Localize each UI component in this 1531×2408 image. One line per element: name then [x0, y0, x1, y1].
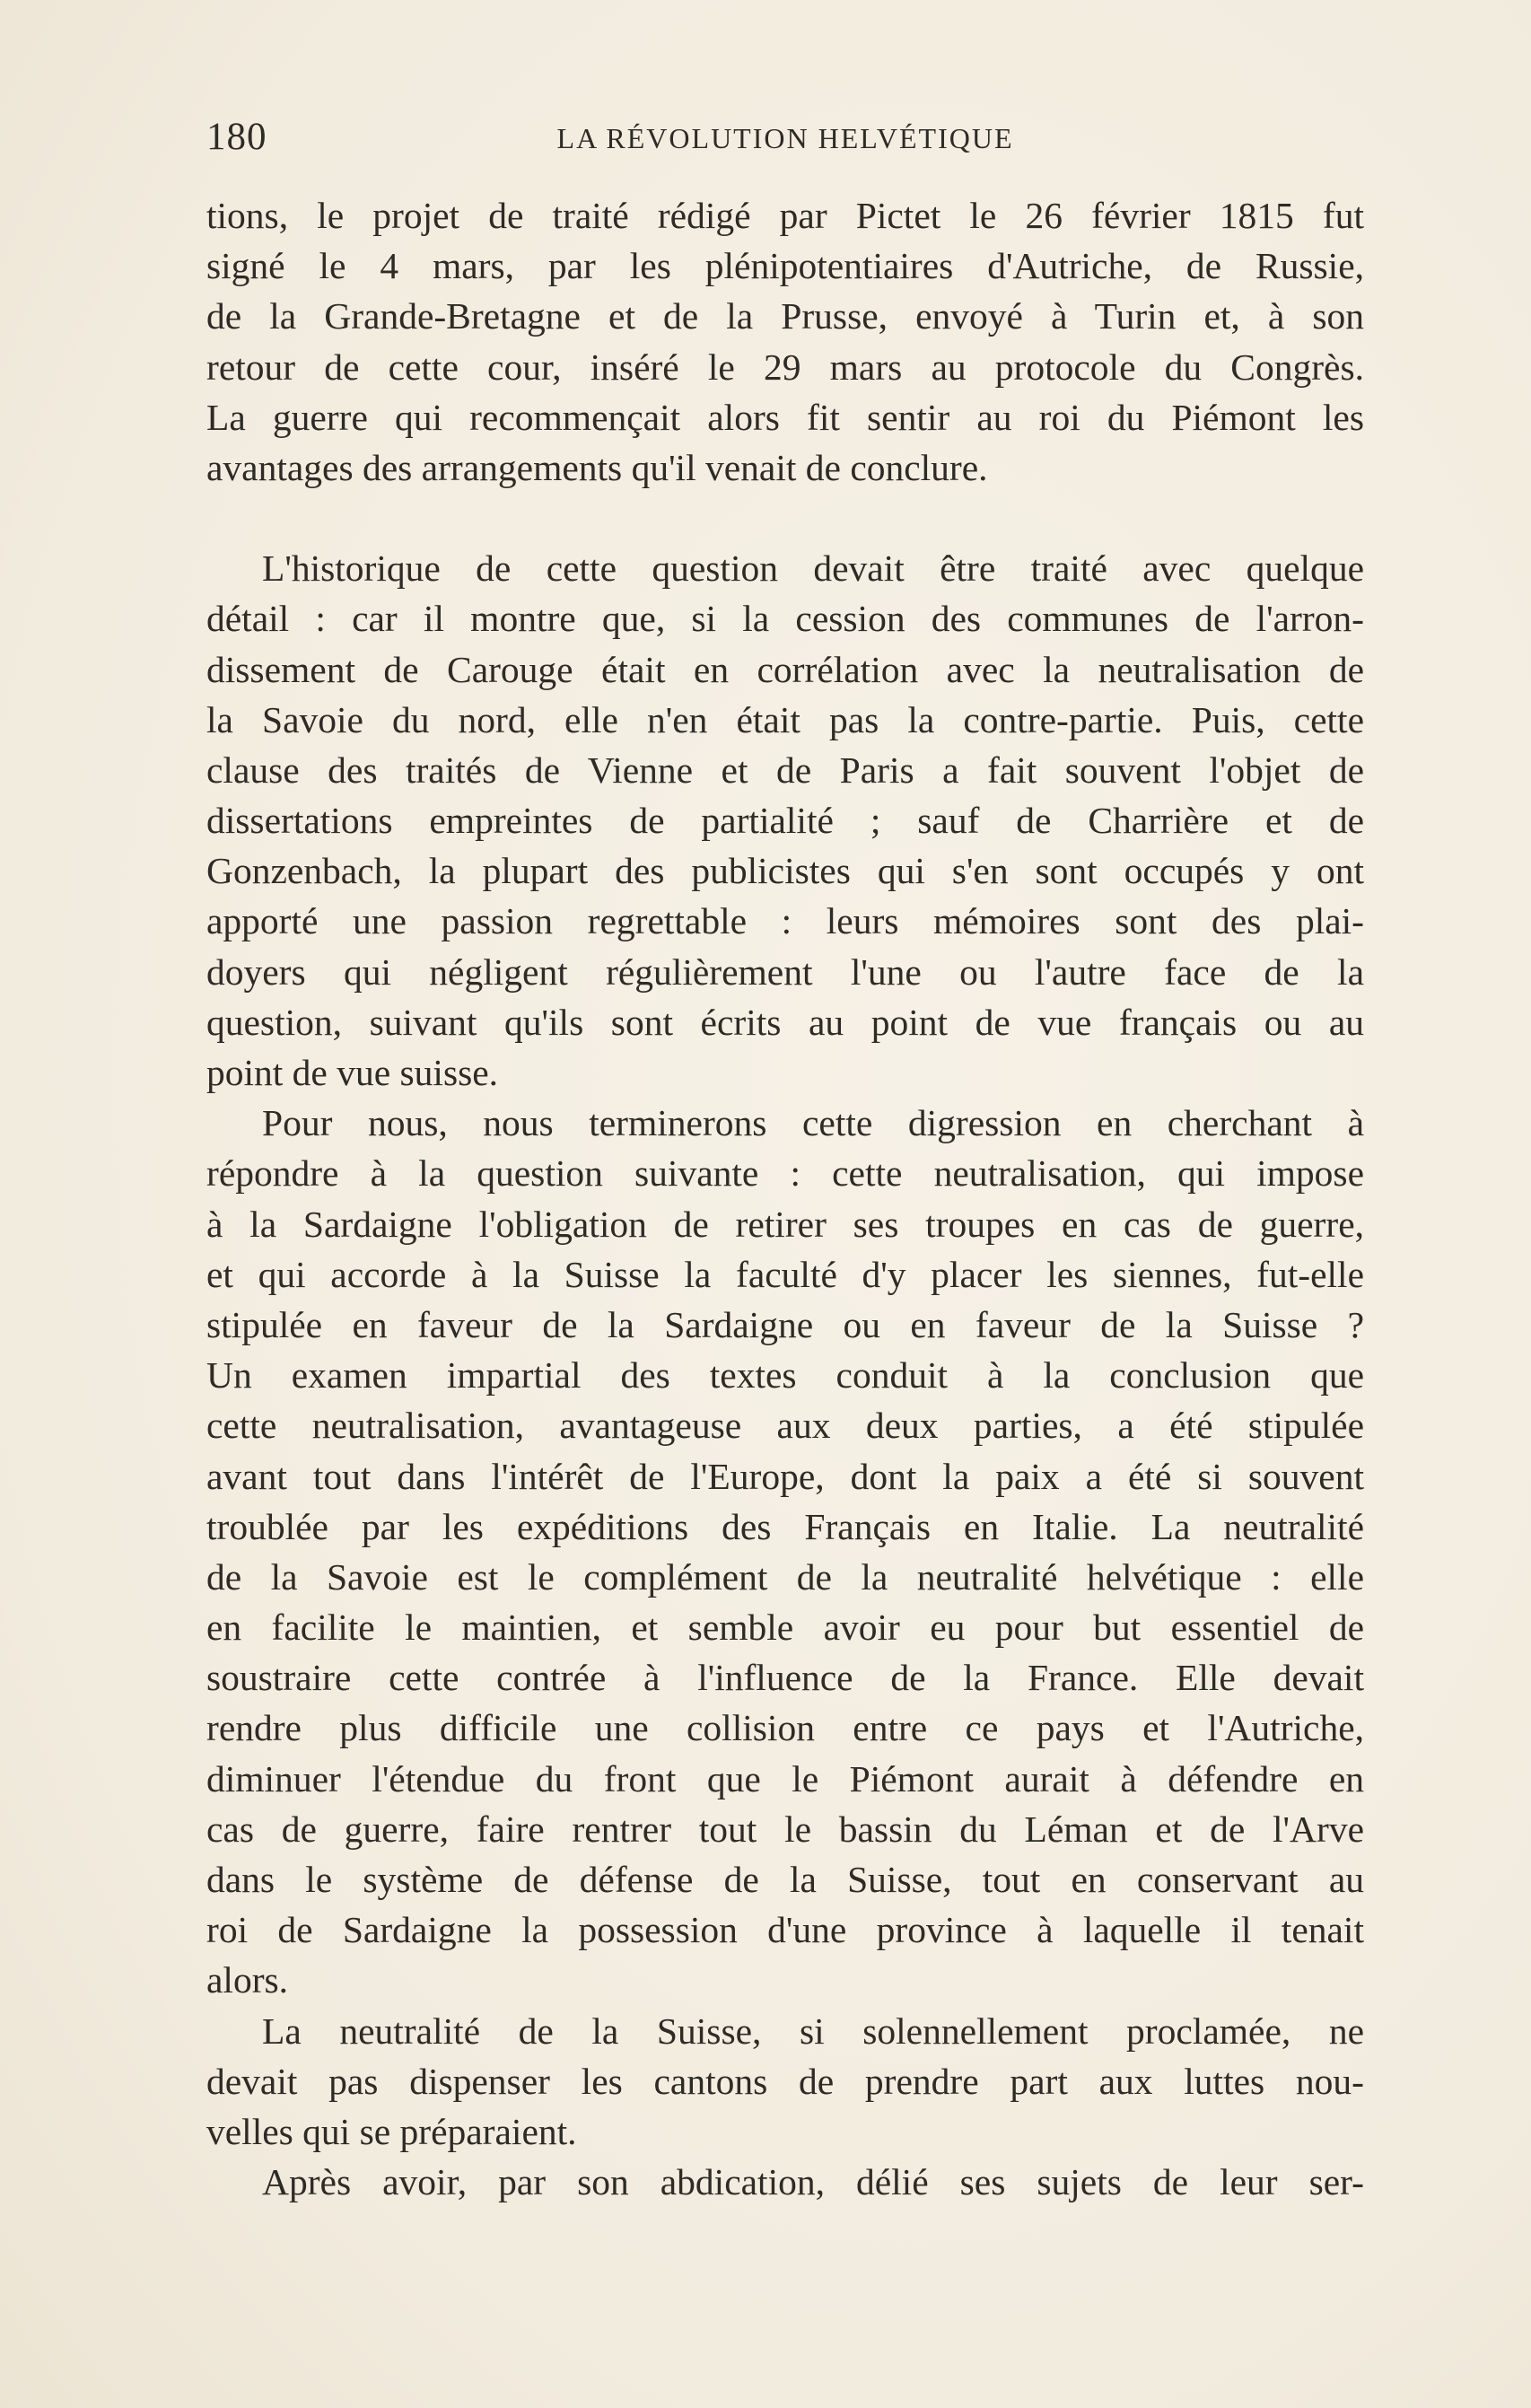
text-line: à la Sardaigne l'obligation de retirer ses troupes en cas de guerre, [206, 1203, 1364, 1245]
text-line: doyers qui négligent régulièrement l'une ou l'autre face de la [206, 950, 1364, 993]
paragraph [206, 2157, 1364, 2207]
paragraph [206, 190, 1364, 493]
running-title: LA RÉVOLUTION HELVÉTIQUE [556, 122, 1014, 154]
text-line: diminuer l'étendue du front que le Piémont aurait à défendre en [206, 1757, 1364, 1799]
text-line: Un examen impartial des textes conduit à la conclusion que [206, 1354, 1364, 1397]
text-line: L'historique de cette question devait être traité avec quelque [262, 547, 1364, 590]
text-line: La neutralité de la Suisse, si solennellement proclamée, ne [262, 2010, 1364, 2052]
page-number: 180 [206, 116, 267, 158]
text-line: la Savoie du nord, elle n'en était pas la contre-partie. Puis, cette [206, 698, 1364, 740]
text-line: roi de Sardaigne la possession d'une province à laquelle il tenait [206, 1909, 1364, 1951]
text-line: Gonzenbach, la plupart des publicistes qui s'en sont occupés y ont [206, 850, 1364, 892]
text-line: répondre à la question suivante : cette neutralisation, qui impose [206, 1152, 1364, 1195]
text-line: clause des traités de Vienne et de Paris a fait souvent l'objet de [206, 749, 1364, 791]
paragraph [206, 543, 1364, 1098]
text-line: détail : car il montre que, si la cession des communes de l'arron- [206, 598, 1364, 640]
text-line: dans le système de défense de la Suisse, tout en conservant au [206, 1859, 1364, 1900]
paragraph [206, 1098, 1364, 2005]
text-line: rendre plus difficile une collision entre ce pays et l'Autriche, [206, 1707, 1364, 1749]
text-line: signé le 4 mars, par les plénipotentiaires d'Autriche, de Russie, [206, 245, 1364, 287]
text-line: troublée par les expéditions des Français en Italie. La neutralité [206, 1505, 1364, 1547]
text-line: avant tout dans l'intérêt de l'Europe, dont la paix a été si souvent [206, 1455, 1364, 1497]
text-line: soustraire cette contrée à l'influence de la France. Elle devait [206, 1657, 1364, 1699]
text-line: retour de cette cour, inséré le 29 mars au protocole du Congrès. [206, 346, 1364, 388]
text-line: et qui accorde à la Suisse la faculté d'y placer les siennes, fut-elle [206, 1253, 1364, 1295]
body-text [206, 190, 1364, 2207]
text-line: stipulée en faveur de la Sardaigne ou en faveur de la Suisse ? [206, 1303, 1364, 1345]
text-line: alors. [206, 1959, 289, 2001]
paragraph-gap [206, 493, 1364, 543]
text-line: avantages des arrangements qu'il venait de conclure. [206, 446, 988, 488]
text-line: La guerre qui recommençait alors fit sentir au roi du Piémont les [206, 396, 1364, 438]
text-line: apporté une passion regrettable : leurs mémoires sont des plai- [206, 900, 1364, 942]
text-line: cas de guerre, faire rentrer tout le bassin du Léman et de l'Arve [206, 1808, 1364, 1850]
text-line: de la Grande-Bretagne et de la Prusse, envoyé à Turin et, à son [206, 295, 1364, 337]
text-line: en facilite le maintien, et semble avoir eu pour but essentiel de [206, 1607, 1364, 1649]
page-header [206, 115, 1364, 160]
text-line: tions, le projet de traité rédigé par Pictet le 26 février 1815 fut [206, 195, 1364, 236]
text-line: question, suivant qu'ils sont écrits au point de vue français ou au [206, 1001, 1364, 1043]
text-line: dissertations empreintes de partialité ; sauf de Charrière et de [206, 800, 1364, 842]
text-line: velles qui se préparaient. [206, 2110, 577, 2152]
text-line: point de vue suisse. [206, 1052, 499, 1093]
text-line: Après avoir, par son abdication, délié ses sujets de leur ser- [262, 2161, 1364, 2203]
text-line: de la Savoie est le complément de la neutralité helvétique : elle [206, 1555, 1364, 1598]
paragraph [206, 2006, 1364, 2158]
text-line: Pour nous, nous terminerons cette digression en cherchant à [262, 1102, 1364, 1144]
text-line: devait pas dispenser les cantons de prendre part aux luttes nou- [206, 2060, 1364, 2102]
text-line: cette neutralisation, avantageuse aux deux parties, a été stipulée [206, 1405, 1364, 1447]
text-line: dissement de Carouge était en corrélation avec la neutralisation de [206, 648, 1364, 690]
